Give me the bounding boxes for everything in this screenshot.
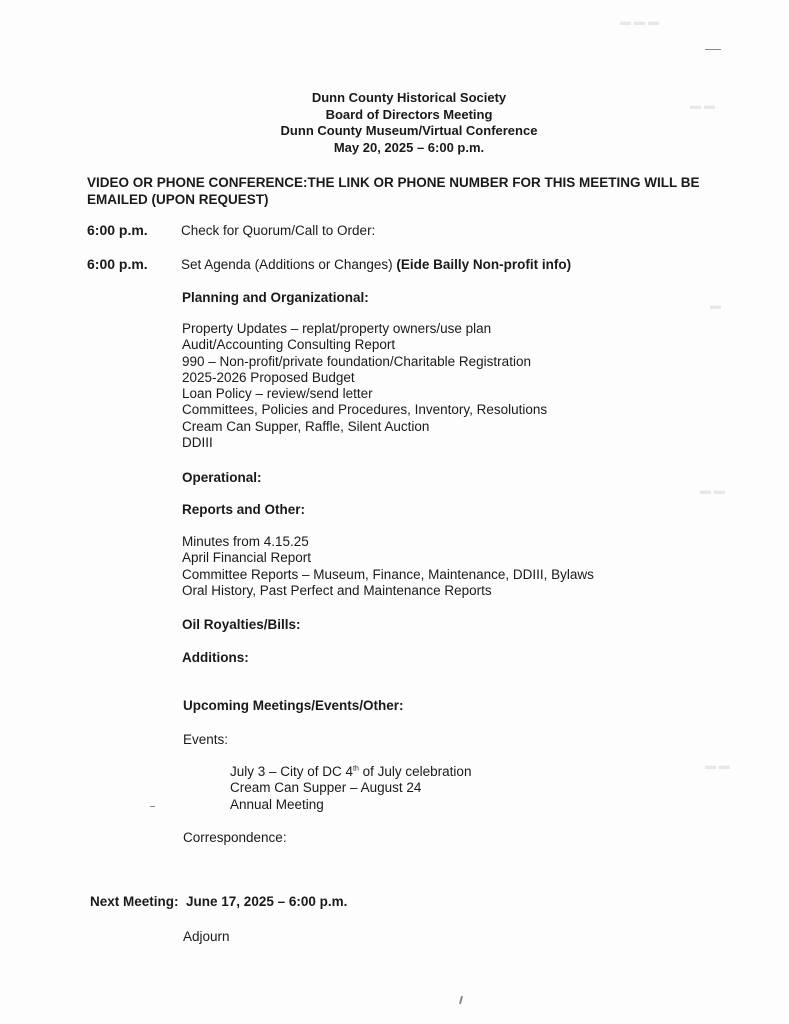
- oil-royalties-heading: Oil Royalties/Bills:: [182, 617, 301, 632]
- list-item: April Financial Report: [182, 550, 312, 566]
- list-item: Minutes from 4.15.25: [182, 534, 309, 549]
- list-item: Loan Policy – review/send letter: [182, 386, 373, 402]
- scan-speck: [150, 806, 155, 807]
- event-ordinal-suffix: th: [353, 765, 359, 773]
- next-meeting: [90, 894, 347, 911]
- list-item: DDIII: [182, 435, 213, 451]
- adjourn-item: Adjourn: [183, 929, 230, 944]
- meeting-date: May 20, 2025 – 6:00 p.m.: [333, 139, 485, 155]
- additions-heading: Additions:: [182, 650, 249, 665]
- meeting-title: Board of Directors Meeting: [325, 106, 493, 122]
- list-item: Property Updates – replat/property owners/use plan: [182, 321, 492, 336]
- planning-list: [182, 321, 547, 451]
- bleed-through-mark: ▬ ▬: [700, 485, 726, 497]
- list-item: Oral History, Past Perfect and Maintenance Reports: [182, 582, 492, 598]
- reports-heading: Reports and Other:: [182, 502, 306, 517]
- bleed-through-mark: ▬: [710, 300, 721, 312]
- scan-speck: [705, 49, 721, 50]
- events-list: [230, 764, 471, 813]
- upcoming-heading: Upcoming Meetings/Events/Other:: [183, 698, 404, 713]
- bleed-through-mark: ▬ ▬ ▬: [620, 16, 660, 28]
- list-item: Committees, Policies and Procedures, Inventory, Resolutions: [182, 402, 548, 418]
- list-item: Annual Meeting: [230, 796, 324, 812]
- agenda-text-2-plain: Set Agenda (Additions or Changes): [181, 257, 397, 272]
- list-item: Audit/Accounting Consulting Report: [182, 337, 396, 353]
- event-text-end: of July celebration: [358, 764, 472, 779]
- meeting-location: Dunn County Museum/Virtual Conference: [280, 123, 538, 138]
- bleed-through-mark: ▬ ▬: [690, 100, 716, 112]
- planning-heading: Planning and Organizational:: [182, 290, 369, 305]
- conference-notice: VIDEO OR PHONE CONFERENCE:THE LINK OR PHONE NUMBER FOR THIS MEETING WILL BE EMAILED (UPON REQUEST): [87, 175, 700, 207]
- event-text-start: July 3 – City of DC 4: [230, 764, 354, 779]
- bleed-through-mark: ▬ ▬: [705, 760, 731, 772]
- events-label: Events:: [183, 732, 229, 747]
- operational-heading: Operational:: [182, 470, 262, 485]
- agenda-text-2-bold: (Eide Bailly Non-profit info): [396, 257, 572, 272]
- agenda-time-2: 6:00 p.m.: [87, 256, 148, 272]
- agenda-text-1: Check for Quorum/Call to Order:: [181, 223, 376, 238]
- agenda-text-2: [181, 257, 571, 274]
- next-meeting-date: June 17, 2025 – 6:00 p.m.: [186, 894, 348, 909]
- reports-list: [182, 534, 594, 599]
- list-item: 990 – Non-profit/private foundation/Charitable Registration: [182, 353, 531, 369]
- list-item: Committee Reports – Museum, Finance, Maintenance, DDIII, Bylaws: [182, 566, 594, 582]
- list-item: 2025-2026 Proposed Budget: [182, 369, 355, 385]
- document-header: [0, 90, 789, 156]
- list-item: [230, 764, 471, 780]
- list-item: Cream Can Supper – August 24: [230, 780, 422, 796]
- scan-speck: [459, 996, 463, 1004]
- agenda-time-1: 6:00 p.m.: [87, 222, 148, 238]
- list-item: Cream Can Supper, Raffle, Silent Auction: [182, 418, 430, 434]
- organization-name: Dunn County Historical Society: [311, 90, 507, 105]
- next-meeting-label: Next Meeting:: [90, 894, 179, 909]
- correspondence-label: Correspondence:: [183, 830, 287, 845]
